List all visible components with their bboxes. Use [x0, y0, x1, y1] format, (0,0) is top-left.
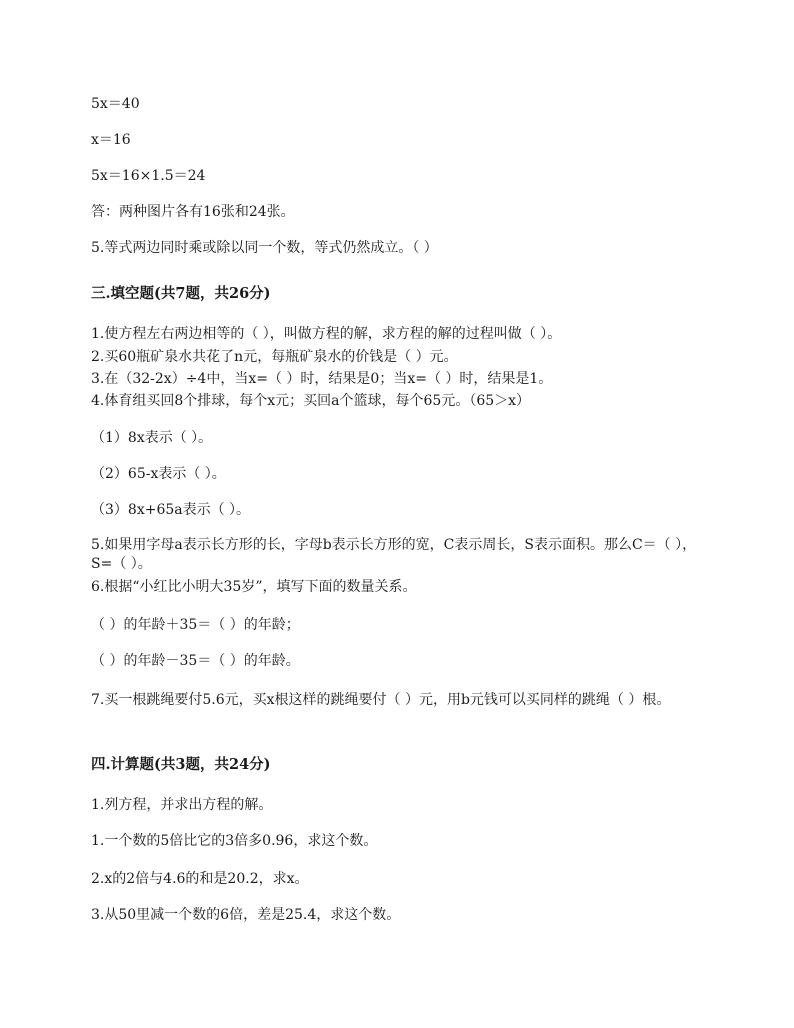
- answer-line: 答：两种图片各有16张和24张。: [91, 204, 295, 220]
- fill-question-3: 3.在（32-2x）÷4中，当x=（ ）时，结果是0；当x=（ ）时，结果是1。: [91, 371, 553, 387]
- section-heading-fill-blank: 三.填空题(共7题，共26分): [91, 285, 271, 302]
- fill-question-2: 2.买60瓶矿泉水共花了n元，每瓶矿泉水的价钱是（ ）元。: [91, 349, 458, 365]
- fill-question-4-part-2: （2）65-x表示（ ）。: [91, 466, 226, 482]
- fill-question-4-part-1: （1）8x表示（ ）。: [91, 430, 213, 446]
- fill-question-6-relation-1: （ ）的年龄＋35＝（ ）的年龄；: [91, 617, 300, 633]
- judgment-question-5: 5.等式两边同时乘或除以同一个数，等式仍然成立。（ ）: [91, 240, 438, 256]
- fill-question-1: 1.使方程左右两边相等的（ ），叫做方程的解，求方程的解的过程叫做（ ）。: [91, 326, 562, 342]
- fill-question-5: 5.如果用字母a表示长方形的长，字母b表示长方形的宽，C表示周长，S表示面积。那么C＝（ ），S=（ ）。: [91, 537, 697, 572]
- equation-line-2: x＝16: [91, 132, 131, 148]
- calc-question-1: 1.一个数的5倍比它的3倍多0.96，求这个数。: [91, 833, 378, 849]
- calc-instruction: 1.列方程，并求出方程的解。: [91, 797, 273, 813]
- calc-question-2: 2.x的2倍与4.6的和是20.2，求x。: [91, 871, 309, 887]
- fill-question-6: 6.根据“小红比小明大35岁”，填写下面的数量关系。: [91, 579, 417, 595]
- equation-line-3: 5x＝16×1.5＝24: [91, 168, 206, 184]
- fill-question-4-part-3: （3）8x+65a表示（ ）。: [91, 502, 251, 518]
- equation-line-1: 5x＝40: [91, 96, 140, 112]
- section-heading-calculation: 四.计算题(共3题，共24分): [91, 756, 271, 773]
- fill-question-7: 7.买一根跳绳要付5.6元，买x根这样的跳绳要付（ ）元，用b元钱可以买同样的跳绳（ ）根。: [91, 692, 671, 708]
- fill-question-6-relation-2: （ ）的年龄－35＝（ ）的年龄。: [91, 653, 300, 669]
- fill-question-4: 4.体育组买回8个排球，每个x元；买回a个篮球，每个65元。（65＞x）: [91, 393, 531, 409]
- calc-question-3: 3.从50里减一个数的6倍，差是25.4，求这个数。: [91, 907, 401, 923]
